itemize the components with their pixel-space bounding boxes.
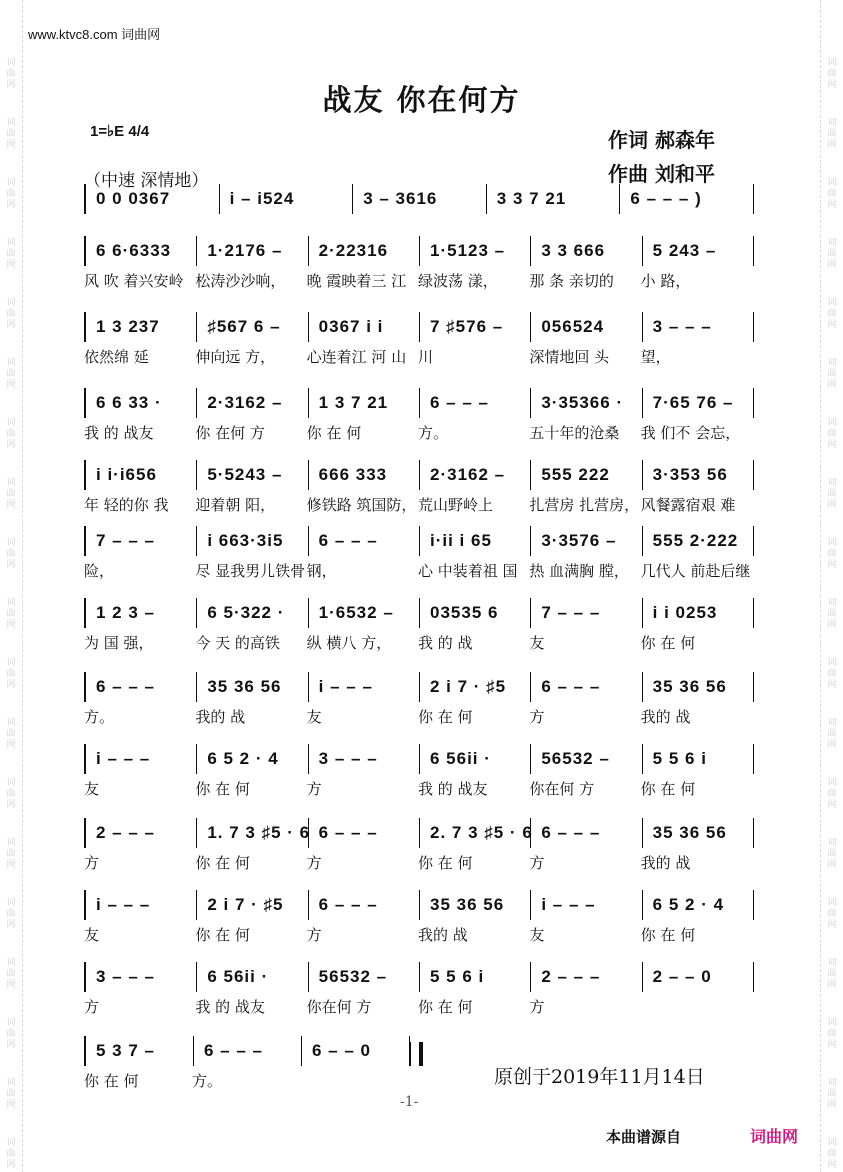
measure: 6 5 2 · 4: [197, 744, 308, 774]
measure: 6 – – –: [309, 818, 420, 848]
notation-line: [84, 1036, 410, 1066]
measure: 35 36 56: [420, 890, 531, 920]
lyric-line: [84, 494, 752, 518]
watermark-text: 词 曲 网: [827, 1018, 837, 1050]
measure: ♯567 6 –: [197, 312, 308, 342]
watermark-text: 词 曲 网: [827, 1138, 837, 1170]
source-logo: 词曲网: [750, 1127, 799, 1146]
measure: 3 – – –: [86, 962, 197, 992]
lyric-segment: 修铁路 筑国防，: [306, 496, 417, 514]
measure: 6 56ii ·: [197, 962, 308, 992]
key-signature: 1=♭E 4/4: [90, 123, 150, 140]
lyric-segment: 钢，: [306, 562, 337, 580]
watermark-text: 词 曲 网: [6, 298, 16, 330]
notation-line: [84, 388, 752, 418]
watermark-text: 词 曲 网: [827, 718, 837, 750]
notation-line: [84, 744, 752, 774]
watermark-text: 词 曲 网: [6, 958, 16, 990]
watermark-text: 词 曲 网: [6, 58, 16, 90]
lyric-segment: 扎营房 扎营房，: [529, 496, 640, 514]
right-margin-watermark-strip: [820, 0, 843, 1172]
lyric-segment: 方: [84, 998, 100, 1016]
score-system: [84, 672, 752, 730]
measure: 35 36 56: [643, 672, 754, 702]
notation-line: [84, 672, 752, 702]
measure: 3 – 3616: [353, 184, 487, 214]
watermark-text: 词 曲 网: [6, 238, 16, 270]
lyric-segment: 方: [529, 854, 545, 872]
measure: i – – –: [86, 890, 197, 920]
measure: 2·22316: [309, 236, 420, 266]
watermark-text: 词 曲 网: [827, 358, 837, 390]
lyric-segment: 晚 霞映着三 江: [306, 272, 407, 290]
measure: i i 0253: [643, 598, 754, 628]
lyric-segment: 你 在 何: [306, 424, 362, 442]
measure: 2·3162 –: [420, 460, 531, 490]
measure: 2 i 7 · ♯5: [420, 672, 531, 702]
notation-line: [84, 962, 752, 992]
score-system: [84, 962, 752, 1020]
measure: 2 i 7 · ♯5: [197, 890, 308, 920]
measure: 6 5 2 · 4: [643, 890, 754, 920]
lyric-segment: 方: [306, 854, 322, 872]
final-barline: [410, 1042, 423, 1066]
lyric-segment: 荒山野岭上: [418, 496, 494, 514]
page-number: -1-: [400, 1094, 419, 1110]
measure: i·ii i 65: [420, 526, 531, 556]
notation-line: [84, 598, 752, 628]
measure: 35 36 56: [643, 818, 754, 848]
measure: 6 – – – ): [620, 184, 754, 214]
lyric-segment: 方: [84, 854, 100, 872]
measure: i – – –: [309, 672, 420, 702]
measure: 6 – – –: [194, 1036, 302, 1066]
measure: 03535 6: [420, 598, 531, 628]
lyric-segment: 你 在 何: [640, 634, 696, 652]
lyric-segment: 你 在 何: [84, 1072, 139, 1090]
measure: 2·3162 –: [197, 388, 308, 418]
lyric-segment: 我 们不 会忘，: [640, 424, 741, 442]
notation-line: [84, 460, 752, 490]
measure: 2. 7 3 ♯5 · 6: [420, 818, 531, 848]
measure: 0367 i i: [309, 312, 420, 342]
lyric-segment: 你 在 何: [195, 780, 250, 798]
measure: 1 3 7 21: [309, 388, 420, 418]
lyric-segment: 我的 战: [640, 708, 691, 726]
measure: 3 – – –: [643, 312, 754, 342]
lyric-segment: 我 的 战: [418, 634, 473, 652]
lyric-line: [84, 996, 752, 1020]
measure: 56532 –: [531, 744, 642, 774]
watermark-text: 词 曲 网: [6, 598, 16, 630]
lyric-segment: 心 中装着祖 国: [418, 562, 518, 580]
lyric-segment: 友: [306, 708, 322, 726]
lyric-segment: 深情地回 头: [529, 348, 610, 366]
measure: 56532 –: [309, 962, 420, 992]
measure: 6 – – –: [420, 388, 531, 418]
measure: 3 3 666: [531, 236, 642, 266]
measure: 3 – – –: [309, 744, 420, 774]
watermark-text: 词 曲 网: [827, 898, 837, 930]
measure: 3·35366 ·: [531, 388, 642, 418]
lyric-segment: 你 在 何: [640, 780, 696, 798]
measure: 5 5 6 i: [420, 962, 531, 992]
lyric-line: [84, 422, 752, 446]
measure: 6 – – –: [531, 672, 642, 702]
lyric-line: [84, 778, 752, 802]
watermark-text: 词 曲 网: [827, 478, 837, 510]
lyric-segment: 方: [529, 708, 545, 726]
lyric-segment: 你 在 何: [418, 854, 473, 872]
measure: 6 – – –: [86, 672, 197, 702]
lyric-segment: 小 路，: [640, 272, 691, 290]
score-system: [84, 818, 752, 876]
notation-line: [84, 526, 752, 556]
watermark-text: 词 曲 网: [6, 838, 16, 870]
lyric-segment: 川: [418, 348, 434, 366]
watermark-text: 词 曲 网: [827, 298, 837, 330]
measure: 6 – – 0: [302, 1036, 410, 1066]
watermark-text: 词 曲 网: [827, 958, 837, 990]
lyric-segment: 友: [529, 926, 545, 944]
lyric-segment: 纵 横八 方，: [306, 634, 392, 652]
measure: 5 5 6 i: [643, 744, 754, 774]
measure: 5 243 –: [643, 236, 754, 266]
composer-credit: 作曲 刘和平: [608, 162, 715, 186]
measure: 2 – – –: [531, 962, 642, 992]
lyric-segment: 你 在何 方: [195, 424, 265, 442]
measure: i – – –: [86, 744, 197, 774]
watermark-text: 词 曲 网: [6, 478, 16, 510]
measure: 7 – – –: [531, 598, 642, 628]
lyric-segment: 友: [529, 634, 545, 652]
measure: 555 2·222: [643, 526, 754, 556]
lyric-segment: 松涛沙沙响，: [195, 272, 286, 290]
lyric-segment: 你 在 何: [418, 998, 473, 1016]
lyric-segment: 绿波荡 漾，: [418, 272, 498, 290]
measure: 2 – – –: [86, 818, 197, 848]
watermark-text: 词 曲 网: [6, 178, 16, 210]
lyric-line: [84, 632, 752, 656]
lyric-segment: 五十年的沧桑: [529, 424, 620, 442]
lyric-segment: 几代人 前赴后继: [640, 562, 751, 580]
lyric-line: [84, 706, 752, 730]
tempo-marking: （中速 深情地）: [84, 171, 209, 191]
measure: 35 36 56: [197, 672, 308, 702]
measure: 5·5243 –: [197, 460, 308, 490]
lyric-segment: 方。: [418, 424, 449, 442]
lyric-line: [84, 270, 752, 294]
left-margin-watermark-strip: [0, 0, 23, 1172]
lyric-segment: 你 在 何: [640, 926, 696, 944]
lyric-segment: 你在何 方: [306, 998, 372, 1016]
lyric-segment: 险，: [84, 562, 115, 580]
measure: 1 3 237: [86, 312, 197, 342]
watermark-text: 词 曲 网: [827, 838, 837, 870]
measure: 3·353 56: [643, 460, 754, 490]
watermark-text: 词 曲 网: [6, 898, 16, 930]
watermark-text: 词 曲 网: [827, 658, 837, 690]
lyric-line: [84, 852, 752, 876]
lyric-segment: 伸向远 方，: [195, 348, 276, 366]
lyric-segment: 方: [306, 926, 322, 944]
score-system: [84, 388, 752, 446]
measure: 6 – – –: [531, 818, 642, 848]
lyric-segment: 友: [84, 780, 100, 798]
watermark-text: 词 曲 网: [827, 178, 837, 210]
measure: 0 0 0367: [86, 184, 220, 214]
measure: 1·5123 –: [420, 236, 531, 266]
measure: 555 222: [531, 460, 642, 490]
watermark-text: 词 曲 网: [6, 358, 16, 390]
watermark-text: 词 曲 网: [827, 1078, 837, 1110]
lyric-segment: 我的 战: [195, 708, 246, 726]
measure: 6 6 33 ·: [86, 388, 197, 418]
lyric-segment: 风餐露宿艰 难: [640, 496, 736, 514]
lyric-segment: 风 吹 着兴安岭: [84, 272, 184, 290]
measure: 2 – – 0: [643, 962, 754, 992]
lyric-segment: 友: [84, 926, 100, 944]
lyric-segment: 我 的 战友: [195, 998, 265, 1016]
watermark-text: 词 曲 网: [6, 1138, 16, 1170]
lyric-line: [84, 560, 752, 584]
notation-line: [84, 236, 752, 266]
song-title: 战友 你在何方: [322, 83, 521, 117]
lyric-line: [84, 924, 752, 948]
watermark-text: 词 曲 网: [6, 538, 16, 570]
watermark-text: 词 曲 网: [6, 778, 16, 810]
lyric-segment: 你 在 何: [418, 708, 473, 726]
measure: 7·65 76 –: [643, 388, 754, 418]
lyric-segment: 方。: [192, 1072, 223, 1090]
measure: 3·3576 –: [531, 526, 642, 556]
lyricist-credit: 作词 郝森年: [608, 128, 715, 152]
measure: 1·2176 –: [197, 236, 308, 266]
lyric-segment: 你 在 何: [195, 926, 250, 944]
score-system: [84, 744, 752, 802]
source-label: 本曲谱源自: [606, 1128, 682, 1146]
score-system: [84, 184, 752, 242]
measure: 6 – – –: [309, 890, 420, 920]
measure: 6 5·322 ·: [197, 598, 308, 628]
score-system: [84, 312, 752, 370]
score-system: [84, 526, 752, 584]
measure: 056524: [531, 312, 642, 342]
measure: 5 3 7 –: [86, 1036, 194, 1066]
lyric-segment: 迎着朝 阳，: [195, 496, 276, 514]
measure: 7 ♯576 –: [420, 312, 531, 342]
measure: 6 6·6333: [86, 236, 197, 266]
lyric-segment: 我的 战: [640, 854, 691, 872]
lyric-segment: 依然绵 延: [84, 348, 149, 366]
measure: 3 3 7 21: [487, 184, 621, 214]
lyric-segment: 热 血满胸 膛，: [529, 562, 629, 580]
lyric-segment: 尽 显我男儿铁骨: [195, 562, 306, 580]
lyric-segment: 你 在 何: [195, 854, 250, 872]
watermark-text: 词 曲 网: [827, 598, 837, 630]
measure: 666 333: [309, 460, 420, 490]
watermark-text: 词 曲 网: [827, 58, 837, 90]
watermark-text: 词 曲 网: [6, 418, 16, 450]
notation-line: [84, 184, 752, 214]
watermark-text: 词 曲 网: [6, 718, 16, 750]
watermark-text: 词 曲 网: [827, 778, 837, 810]
score-system: [84, 890, 752, 948]
lyric-segment: 心连着江 河 山: [306, 348, 407, 366]
watermark-text: 词 曲 网: [6, 658, 16, 690]
notation-line: [84, 890, 752, 920]
measure: i – – –: [531, 890, 642, 920]
lyric-segment: 我 的 战友: [84, 424, 154, 442]
measure: 7 – – –: [86, 526, 197, 556]
watermark-text: 词 曲 网: [6, 1078, 16, 1110]
lyric-segment: 望，: [640, 348, 671, 366]
watermark-text: 词 曲 网: [827, 118, 837, 150]
measure: 1. 7 3 ♯5 · 6: [197, 818, 308, 848]
measure: 1·6532 –: [309, 598, 420, 628]
lyric-line: [84, 346, 752, 370]
notation-line: [84, 312, 752, 342]
measure: 1 2 3 –: [86, 598, 197, 628]
lyric-segment: 今 天 的高铁: [195, 634, 280, 652]
notation-line: [84, 818, 752, 848]
measure: i i·i656: [86, 460, 197, 490]
lyric-segment: 我 的 战友: [418, 780, 488, 798]
lyric-segment: 年 轻的你 我: [84, 496, 169, 514]
lyric-segment: 那 条 亲切的: [529, 272, 614, 290]
watermark-text: 词 曲 网: [827, 238, 837, 270]
lyric-segment: 方。: [84, 708, 115, 726]
watermark-text: 词 曲 网: [6, 1018, 16, 1050]
measure: i 663·3i5: [197, 526, 308, 556]
original-date: 原创于2019年11月14日: [494, 1066, 705, 1088]
score-system: [84, 236, 752, 294]
lyric-segment: 方: [306, 780, 322, 798]
watermark-text: 词 曲 网: [6, 118, 16, 150]
site-url: www.ktvc8.com 词曲网: [28, 27, 161, 42]
measure: i – i524: [220, 184, 354, 214]
watermark-text: 词 曲 网: [827, 418, 837, 450]
lyric-segment: 你在何 方: [529, 780, 595, 798]
lyric-segment: 我的 战: [418, 926, 468, 944]
measure: 6 56ii ·: [420, 744, 531, 774]
lyric-segment: 为 国 强，: [84, 634, 154, 652]
watermark-text: 词 曲 网: [827, 538, 837, 570]
score-system: [84, 460, 752, 518]
measure: 6 – – –: [309, 526, 420, 556]
lyric-segment: 方: [529, 998, 545, 1016]
score-system: [84, 598, 752, 656]
